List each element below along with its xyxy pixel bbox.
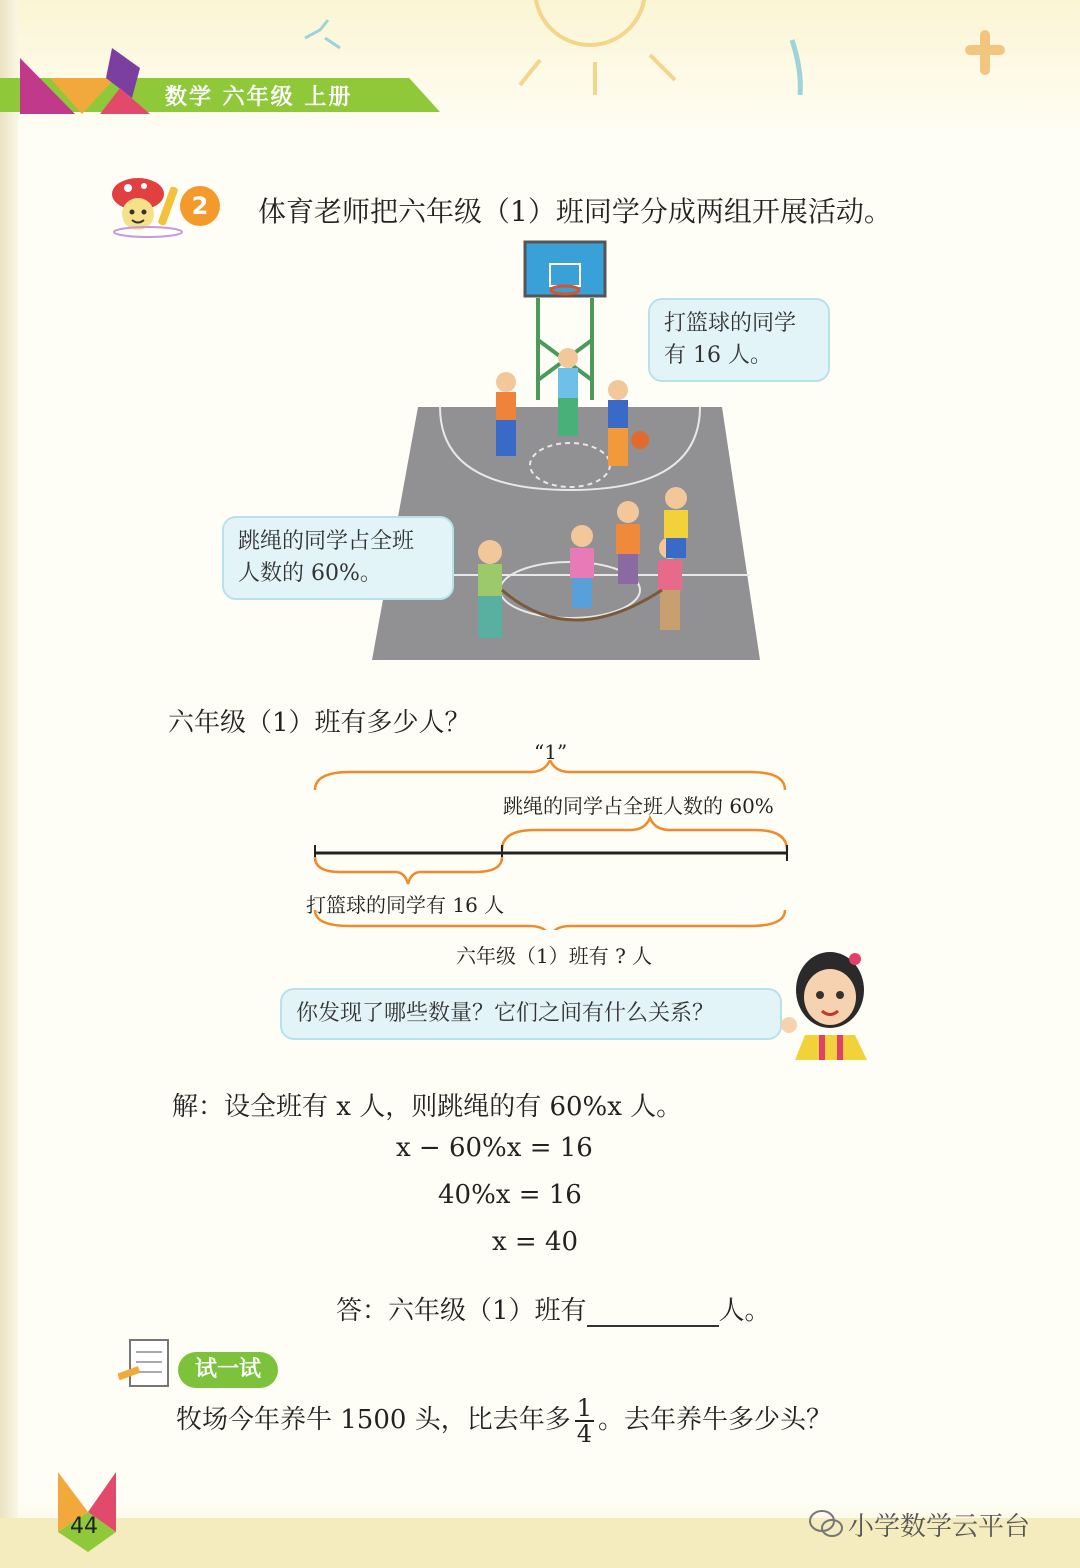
total-top-brace: [315, 760, 785, 790]
answer-suffix: 人。: [718, 1296, 771, 1326]
unit-one-label: “1”: [534, 740, 568, 764]
notepad-icon: [118, 1336, 174, 1394]
answer-blank[interactable]: [587, 1299, 719, 1327]
fraction-denominator: 4: [576, 1420, 592, 1448]
fraction-numerator: 1: [576, 1394, 592, 1422]
basketball-label: 打篮球的同学有 16 人: [306, 893, 505, 917]
try-it-text-after: 。去年养牛多少头？: [597, 1405, 832, 1435]
equation-1: x − 60%x = 16: [396, 1133, 593, 1163]
rope-label: 跳绳的同学占全班人数的 60%: [503, 794, 774, 818]
problem-number: 2: [180, 186, 220, 226]
try-it-text-before: 牧场今年养牛 1500 头，比去年多: [176, 1405, 571, 1435]
bubble-basketball: 打篮球的同学 有 16 人。: [648, 298, 830, 382]
bubble-jump-rope: 跳绳的同学占全班 人数的 60%。: [222, 516, 454, 600]
basketball-brace: [315, 857, 502, 884]
page-corner-tangram-icon: [58, 1472, 118, 1552]
equation-3: x = 40: [492, 1227, 579, 1257]
answer-sentence: [336, 1290, 771, 1327]
try-it-badge: 试一试: [178, 1352, 278, 1388]
solution-intro: 解：设全班有 x 人，则跳绳的有 60%x 人。: [172, 1092, 683, 1122]
girl-speech-bubble: 你发现了哪些数量？它们之间有什么关系？: [280, 988, 782, 1040]
page-number: 44: [70, 1514, 98, 1539]
header-doodles: [500, 0, 1060, 110]
problem-statement: 体育老师把六年级（1）班同学分成两组开展活动。: [258, 195, 892, 228]
question-text: 六年级（1）班有多少人？: [168, 708, 471, 738]
total-label: 六年级（1）班有 ? 人: [456, 944, 653, 968]
girl-character-icon: [775, 945, 885, 1060]
equation-2: 40%x = 16: [438, 1180, 582, 1210]
fraction-one-quarter: [575, 1396, 594, 1446]
book-title: 数学 六年级 上册: [165, 85, 353, 110]
watermark-text: 小学数学云平台: [848, 1512, 1031, 1542]
tangram-logo-icon: [20, 48, 150, 114]
try-it-problem: [176, 1396, 832, 1446]
wechat-icon: [808, 1508, 844, 1540]
rope-brace: [502, 818, 787, 850]
mushroom-mascot-icon: [108, 172, 184, 238]
book-spine: [0, 0, 18, 1568]
answer-prefix: 答：六年级（1）班有: [336, 1296, 587, 1326]
star-doodle-icon: [300, 18, 350, 58]
